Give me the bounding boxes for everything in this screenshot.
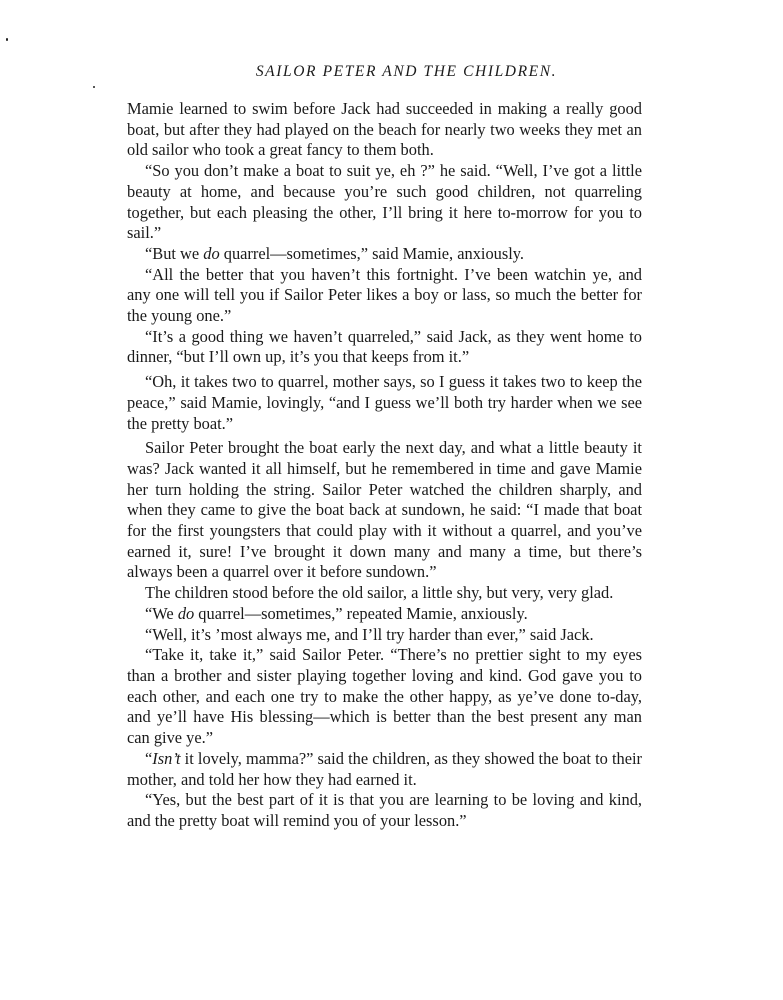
paragraph <box>127 265 642 327</box>
paragraph <box>127 327 642 368</box>
paragraph <box>127 161 642 244</box>
margin-speck <box>93 86 95 88</box>
text-run: “We <box>145 603 178 623</box>
text-run: “Well, it’s ’most always me, and I’ll try harder than ever,” said Jack. <box>145 624 594 644</box>
paragraph <box>127 438 642 583</box>
text-run: Sailor Peter brought the boat early the next day, and what a little beauty it was? Jack wanted it all himself, but he remembered in time and gave Mamie her turn holding the string. Sailor Peter watched the children sharply, and when they came to give the boat back at sundown, he said: “I made that boat for the first youngsters that could play with it without a quarrel, and you’ve earned it, sure! I’ve brought it down many and many a time, but there’s always been a quarrel over it before sundown.” <box>127 438 642 582</box>
emphasis-text: do <box>177 603 195 623</box>
paragraph <box>127 604 642 625</box>
paragraph <box>127 583 642 604</box>
text-run: Mamie learned to swim before Jack had succeeded in making a really good boat, but after they had played on the beach for nearly two weeks they met an old sailor who took a great fancy to them both. <box>127 99 642 160</box>
paragraph <box>127 749 642 790</box>
emphasis-text: do <box>203 243 220 263</box>
text-run: quarrel—sometimes,” repeated Mamie, anxiously. <box>194 603 528 623</box>
paragraph <box>127 645 642 749</box>
story-text <box>127 99 642 832</box>
text-run: “Oh, it takes two to quarrel, mother says, so I guess it takes two to keep the peace,” said Mamie, lovingly, “and I guess we’ll both try harder when we see the pretty boat.” <box>127 372 642 433</box>
text-run: “It’s a good thing we haven’t quarreled,” said Jack, as they went home to dinner, “but I’ll own up, it’s you that keeps from it.” <box>127 326 642 367</box>
text-run: quarrel—sometimes,” said Mamie, anxiously. <box>219 243 525 263</box>
text-run: “So you don’t make a boat to suit ye, eh ?” he said. “Well, I’ve got a little beauty at home, and because you’re such good children, not quarreling together, but each pleasing the other, I’ll bring it here to-morrow for you to sail.” <box>127 161 642 243</box>
text-run: “Yes, but the best part of it is that you are learning to be loving and kind, and the pretty boat will remind you of your lesson.” <box>127 790 642 830</box>
text-run: “Take it, take it,” said Sailor Peter. “There’s no prettier sight to my eyes than a brother and sister playing together loving and kind. God gave you to each other, and each one try to make the other happy, as ye’ve done to-day, and ye’ll have His blessing—which is better than the best present any man can give ye.” <box>127 645 642 748</box>
margin-speck <box>6 38 8 41</box>
emphasis-text: Isn’t <box>152 748 181 768</box>
running-header: SAILOR PETER AND THE CHILDREN. <box>255 63 558 80</box>
paragraph <box>127 99 642 161</box>
text-run: it lovely, mamma?” said the children, as they showed the boat to their mother, and told her how they had earned it. <box>127 748 642 789</box>
paragraph <box>127 244 642 265</box>
text-run: “ <box>145 748 153 768</box>
text-run: “All the better that you haven’t this fortnight. I’ve been watchin ye, and any one will tell you if Sailor Peter likes a boy or lass, so much the better for the young one.” <box>127 264 642 326</box>
text-run: The children stood before the old sailor, a little shy, but very, very glad. <box>145 583 614 603</box>
paragraph <box>127 625 642 646</box>
text-run: “But we <box>145 243 204 263</box>
paragraph <box>127 790 642 831</box>
paragraph <box>127 372 642 434</box>
